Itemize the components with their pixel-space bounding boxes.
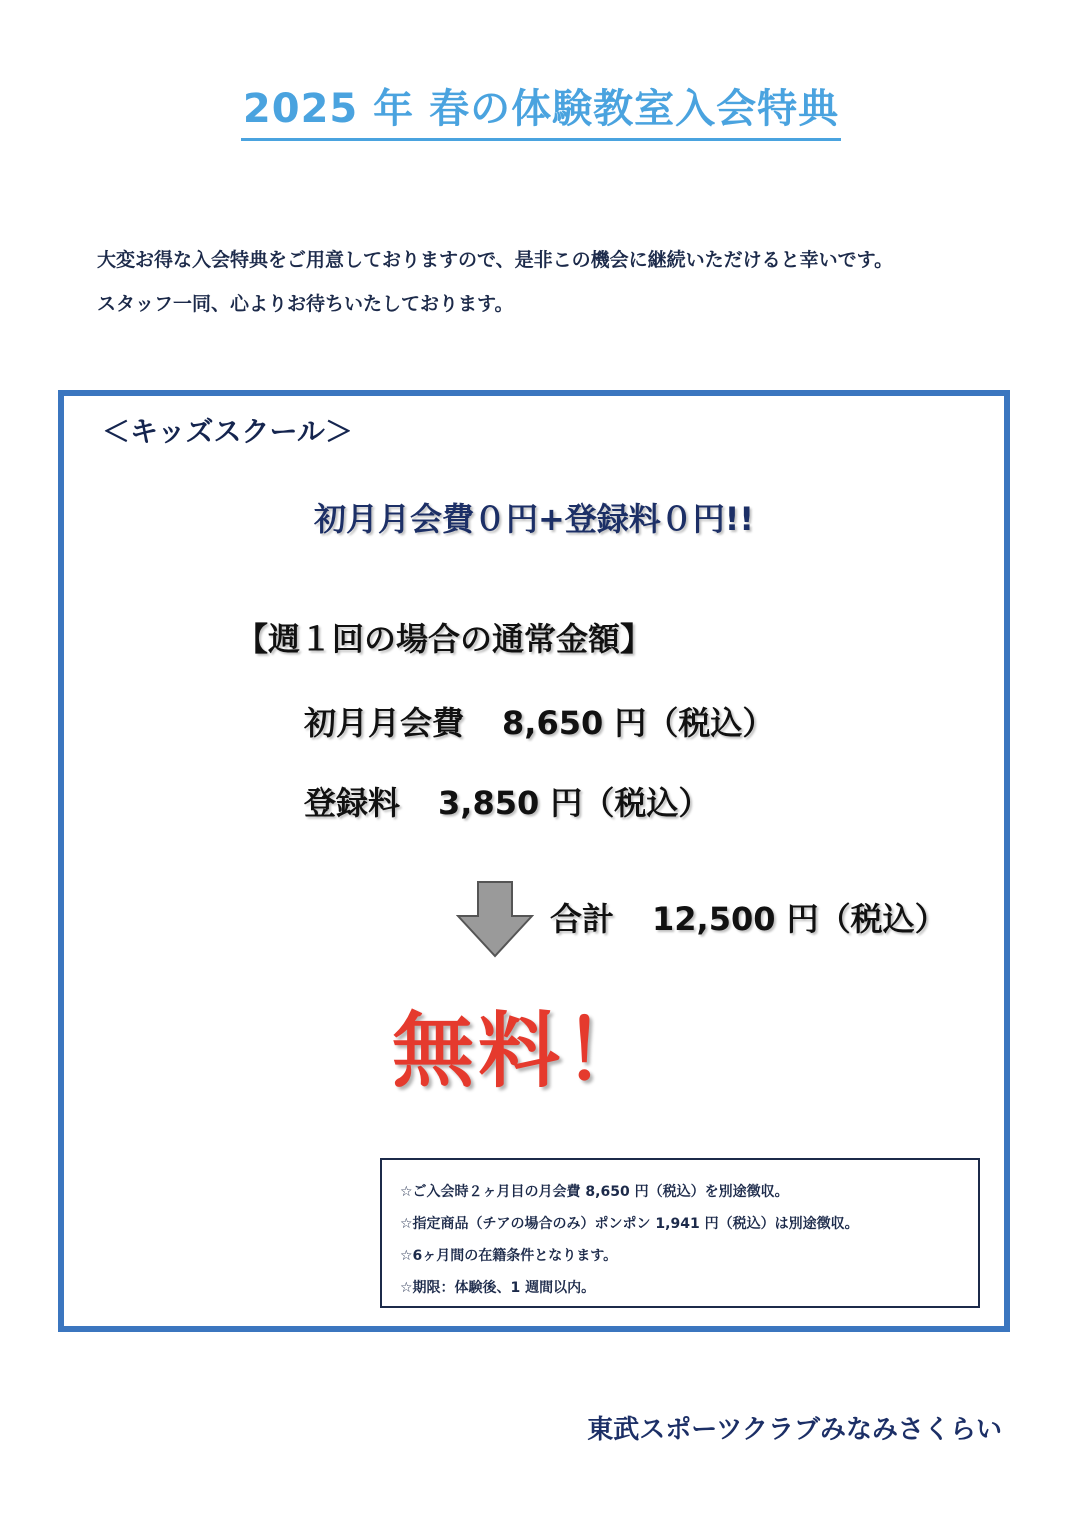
price-row-total	[550, 894, 947, 940]
total-amount: 12,500 円（税込）	[652, 900, 947, 938]
kids-school-heading: ＜キッズスクール＞	[102, 415, 353, 448]
kids-school-offer-box	[58, 390, 1010, 1332]
intro-line-2: スタッフ一同、心よりお待ちいたしております。	[97, 293, 514, 315]
normal-price-heading: 【週１回の場合の通常金額】	[236, 620, 653, 658]
notes-box	[380, 1158, 980, 1308]
price-amount: 3,850 円（税込）	[438, 784, 711, 822]
price-row-monthly-fee	[304, 698, 774, 744]
note-item: ☆ご入会時２ヶ月目の月会費 8,650 円（税込）を別途徴収。	[400, 1184, 789, 1200]
price-label: 登録料	[304, 784, 401, 822]
promo-headline: 初月月会費０円+登録料０円!!	[313, 500, 754, 538]
price-label: 初月月会費	[304, 704, 465, 742]
club-name-footer: 東武スポーツクラブみなみさくらい	[587, 1415, 1002, 1445]
note-item: ☆6ヶ月間の在籍条件となります。	[400, 1248, 618, 1264]
total-label: 合計	[550, 900, 615, 938]
free-label: 無料！	[392, 1004, 651, 1099]
note-item: ☆期限：体験後、1 週間以内。	[400, 1280, 596, 1296]
price-amount: 8,650 円（税込）	[502, 704, 775, 742]
page-title-wrapper	[0, 86, 1082, 141]
arrow-down-icon	[456, 880, 534, 958]
intro-text	[97, 238, 997, 326]
note-item: ☆指定商品（チアの場合のみ）ポンポン 1,941 円（税込）は別途徴収。	[400, 1216, 859, 1232]
page-title: 2025 年 春の体験教室入会特典	[241, 86, 841, 141]
intro-line-1: 大変お得な入会特典をご用意しておりますので、是非この機会に継続いただけると幸いです。	[97, 249, 894, 271]
price-row-registration-fee	[304, 778, 710, 824]
